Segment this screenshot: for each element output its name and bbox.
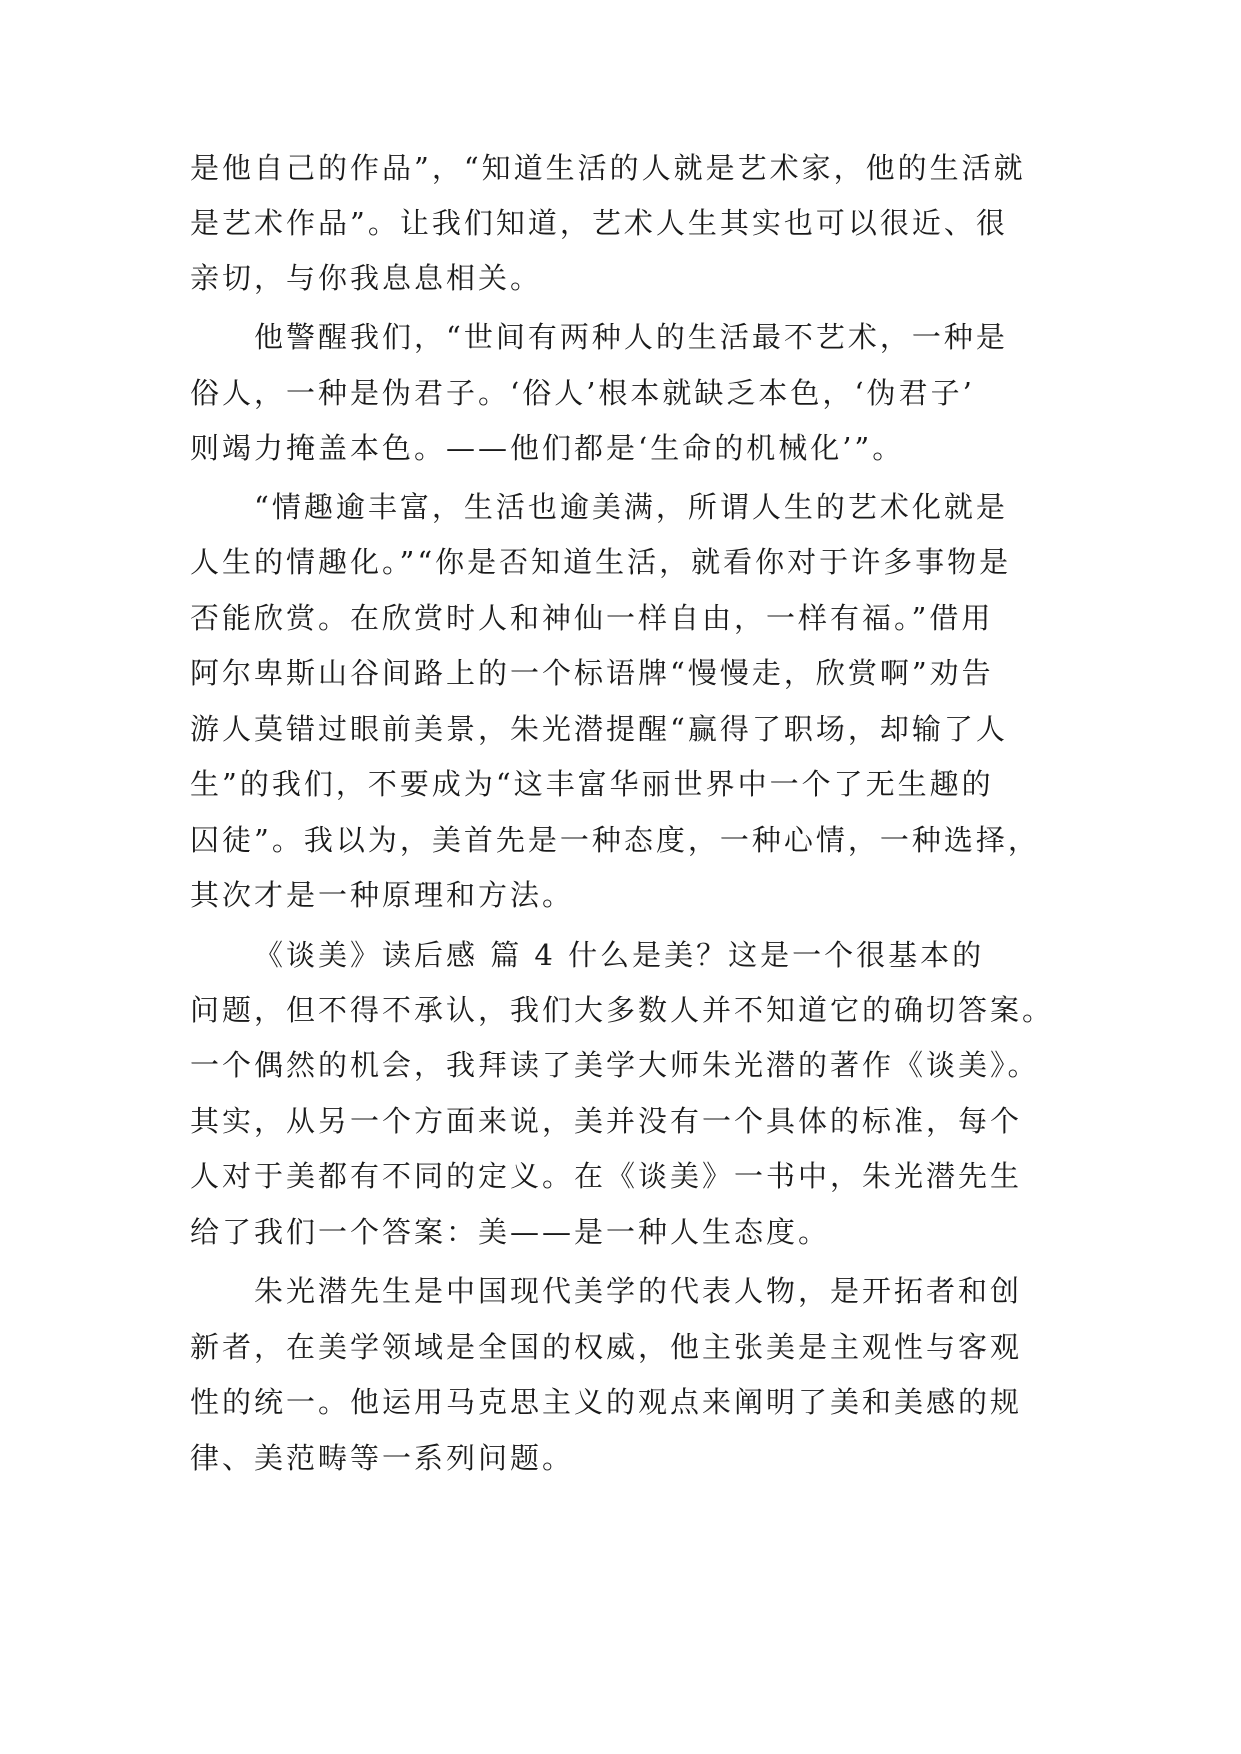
text-line: 律、美范畴等一系列问题。 (190, 1441, 575, 1475)
text-line: 朱光潜先生是中国现代美学的代表人物，是开拓者和创 (254, 1274, 1023, 1308)
text-line: 俗人，一种是伪君子。‘俗人’根本就缺乏本色，‘伪君子’ (190, 376, 975, 410)
text-line: 给了我们一个答案：美——是一种人生态度。 (190, 1215, 831, 1249)
text-line: 则竭力掩盖本色。——他们都是‘生命的机械化’”。 (190, 431, 905, 465)
text-line: 其实，从另一个方面来说，美并没有一个具体的标准，每个 (190, 1104, 1023, 1138)
text-line: 游人莫错过眼前美景，朱光潜提醒“赢得了职场，却输了人 (190, 712, 1008, 746)
text-line: 问题，但不得不承认，我们大多数人并不知道它的确切答案。 (190, 993, 1055, 1027)
text-line: 性的统一。他运用马克思主义的观点来阐明了美和美感的规 (190, 1385, 1023, 1419)
text-line: 是艺术作品”。让我们知道，艺术人生其实也可以很近、很 (190, 206, 1008, 240)
section-heading-line: 《谈美》读后感 篇 4 什么是美？这是一个很基本的 (254, 938, 985, 972)
text-line: 生”的我们，不要成为“这丰富华丽世界中一个了无生趣的 (190, 767, 994, 801)
text-line: 亲切，与你我息息相关。 (190, 261, 543, 295)
text-line: 否能欣赏。在欣赏时人和神仙一样自由，一样有福。”借用 (190, 601, 994, 635)
text-line: 是他自己的作品”，“知道生活的人就是艺术家，他的生活就 (190, 151, 1026, 185)
text-line: “情趣逾丰富，生活也逾美满，所谓人生的艺术化就是 (254, 490, 1008, 524)
text-line: 一个偶然的机会，我拜读了美学大师朱光潜的著作《谈美》。 (190, 1048, 1040, 1082)
text-line: 他警醒我们，“世间有两种人的生活最不艺术，一种是 (254, 320, 1008, 354)
text-line: 囚徒”。我以为，美首先是一种态度，一种心情，一种选择， (190, 823, 1040, 857)
text-line: 新者，在美学领域是全国的权威，他主张美是主观性与客观 (190, 1330, 1023, 1364)
text-line: 阿尔卑斯山谷间路上的一个标语牌“慢慢走，欣赏啊”劝告 (190, 656, 994, 690)
text-line: 人生的情趣化。”“你是否知道生活，就看你对于许多事物是 (190, 545, 1012, 579)
text-line: 人对于美都有不同的定义。在《谈美》一书中，朱光潜先生 (190, 1159, 1023, 1193)
text-line: 其次才是一种原理和方法。 (190, 878, 575, 912)
